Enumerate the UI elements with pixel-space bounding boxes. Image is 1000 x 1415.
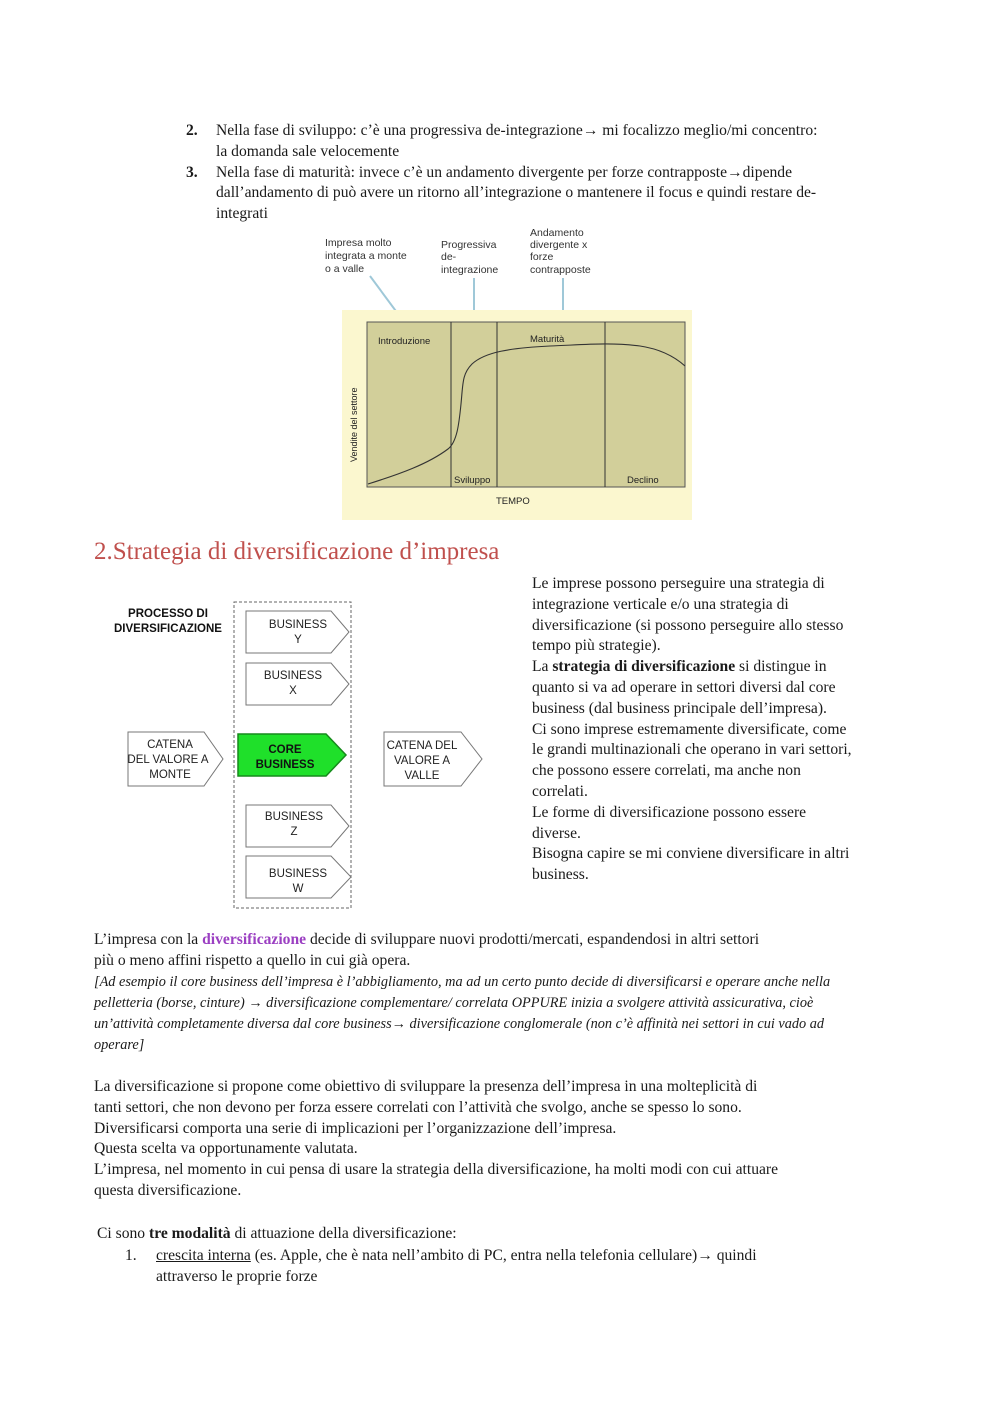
phase-label-introduzione: Introduzione: [378, 336, 431, 347]
text-run: di attuazione della diversificazione:: [230, 1225, 457, 1242]
phase-label-declino: Declino: [627, 475, 659, 486]
diagram-title: PROCESSO DI: [128, 608, 208, 620]
lifecycle-phase-list: [186, 121, 906, 225]
text-run: (es. Apple, che è nata nell’ambito di PC, entra nella telefonia cellulare)→ quindi: [250, 1247, 757, 1264]
paragraph-line: [Ad esempio il core business dell’impresa è l’abbigliamento, ma ad un certo punto decide di diversificarsi e operare anche nella: [94, 974, 831, 990]
bold-term: strategia di diversificazione: [552, 658, 736, 676]
annotation-line: contrapposte: [530, 264, 591, 276]
box-label: X: [289, 685, 297, 697]
text-run: si distingue in: [735, 658, 827, 676]
annotation-line: o a valle: [325, 263, 365, 275]
paragraph-line: diversificazione (si possono perseguire allo stesso: [532, 616, 844, 634]
phase-label-maturita: Maturità: [530, 334, 565, 345]
paragraph-line: un’attività completamente diversa dal core business→ diversificazione conglomerale (non c’è affinità nei settori in cui vado ad: [94, 1016, 825, 1032]
diversification-process-diagram: [96, 596, 492, 916]
paragraph-line: [94, 930, 914, 951]
business-y-box: [246, 611, 349, 653]
right-column-text: [532, 574, 912, 886]
list-number: 1.: [125, 1247, 137, 1264]
paragraph-line: che possono essere correlati, ma anche non: [532, 762, 801, 780]
text-run: La: [532, 658, 553, 676]
paragraph-line: correlati.: [532, 782, 588, 800]
box-label: BUSINESS: [268, 619, 328, 631]
paragraph-line: pelletteria (borse, cinture) → diversificazione complementare/ correlata OPPURE inizia a svolgere attività assicurativa, cioè: [94, 995, 814, 1011]
list-item-2: [186, 121, 906, 163]
box-label: W: [292, 883, 304, 895]
annotation-deintegration: [441, 239, 498, 276]
box-label: BUSINESS: [255, 759, 315, 771]
business-z-box: [246, 805, 349, 847]
annotation-integrated: [325, 237, 407, 275]
underlined-term: crescita interna: [156, 1247, 251, 1264]
modalities-intro: [97, 1224, 917, 1245]
paragraph-line: business (dal business principale dell’impresa).: [532, 699, 827, 717]
industry-lifecycle-figure: [320, 224, 700, 524]
list-line: Nella fase di maturità: invece c’è un andamento divergente per forze contrapposte→dipende: [216, 163, 793, 181]
paragraph-line: [97, 1224, 917, 1245]
paragraph-line: operare]: [94, 1037, 145, 1053]
business-w-box: [246, 856, 351, 898]
paragraph-line: diverse.: [532, 824, 581, 842]
business-x-box: [246, 663, 349, 705]
example-note: [94, 972, 914, 1056]
annotation-line: Impresa molto: [325, 237, 392, 249]
list-number: 2.: [186, 122, 198, 139]
annotation-line: forze: [530, 251, 554, 263]
box-label: BUSINESS: [264, 811, 324, 823]
highlighted-term: diversificazione: [202, 931, 307, 948]
section-title: 2.Strategia di diversificazione d’impresa: [94, 538, 500, 565]
diversification-definition: [94, 930, 914, 972]
annotation-line: Andamento: [530, 227, 584, 239]
annotation-line: integrata a monte: [325, 250, 407, 262]
box-label: CATENA DEL: [386, 740, 458, 752]
paragraph-line: Diversificarsi comporta una serie di implicazioni per l’organizzazione dell’impresa.: [94, 1119, 617, 1137]
paragraph-line: questa diversificazione.: [94, 1181, 242, 1199]
text-run: Ci sono: [97, 1225, 149, 1242]
diagram-title: DIVERSIFICAZIONE: [114, 623, 222, 635]
box-label: BUSINESS: [263, 670, 323, 682]
list-item-3: [186, 163, 906, 225]
core-business-box: [238, 734, 346, 776]
modality-item-1: [125, 1246, 905, 1288]
upstream-value-chain-box: [127, 732, 223, 786]
list-line: integrati: [216, 205, 268, 223]
diversification-objectives: [94, 1077, 914, 1202]
box-label: CATENA: [147, 739, 193, 751]
paragraph-line: Ci sono imprese estremamente diversificate, come: [532, 720, 847, 738]
list-line: dall’andamento di può avere un ritorno all’integrazione o mantenere il focus e quindi restare de-: [216, 184, 817, 202]
downstream-value-chain-box: [384, 732, 482, 786]
annotation-line: integrazione: [441, 264, 499, 276]
bold-term: tre modalità: [149, 1225, 231, 1242]
x-axis-label: TEMPO: [496, 496, 530, 507]
list-number: 3.: [186, 163, 198, 181]
paragraph-line: Bisogna capire se mi conviene diversificare in altri: [532, 845, 850, 863]
paragraph-line: tempo più strategie).: [532, 637, 661, 655]
box-label: CORE: [268, 744, 302, 756]
paragraph-line: business.: [532, 866, 589, 884]
paragraph-line: tanti settori, che non devono per forza essere correlati con l’attività che svolgo, anche se spesso lo sono.: [94, 1098, 742, 1116]
list-line: Nella fase di sviluppo: c’è una progressiva de-integrazione→ mi focalizzo meglio/mi concentro:: [216, 122, 818, 139]
text-run: decide di sviluppare nuovi prodotti/mercati, espandendosi in altri settori: [306, 931, 760, 948]
paragraph-line: più o meno affini rispetto a quello in cui già opera.: [94, 951, 411, 969]
list-line: la domanda sale velocemente: [216, 142, 400, 160]
y-axis-label: Vendite del settore: [349, 387, 359, 462]
box-label: BUSINESS: [268, 868, 328, 880]
paragraph-line: le grandi multinazionali che operano in vari settori,: [532, 741, 852, 759]
annotation-line: de-: [441, 251, 457, 263]
paragraph-line: Le imprese possono perseguire una strategia di: [532, 575, 825, 592]
text-run: L’impresa con la: [94, 931, 203, 948]
box-label: VALLE: [404, 770, 440, 782]
annotation-line: Progressiva: [441, 239, 497, 251]
paragraph-line: Questa scelta va opportunamente valutata.: [94, 1140, 358, 1158]
phase-label-sviluppo: Sviluppo: [454, 475, 491, 486]
annotation-divergent: [530, 227, 591, 276]
box-label: VALORE A: [393, 755, 451, 767]
paragraph-line: attraverso le proprie forze: [156, 1267, 318, 1285]
paragraph-line: [532, 657, 912, 678]
box-label: DEL VALORE A: [127, 754, 209, 766]
paragraph-line: quanto si va ad operare in settori diversi dal core: [532, 678, 836, 696]
paragraph-line: La diversificazione si propone come obiettivo di sviluppare la presenza dell’impresa in una molteplicità di: [94, 1078, 758, 1095]
paragraph-line: [156, 1246, 905, 1267]
box-label: Z: [290, 826, 298, 838]
paragraph-line: integrazione verticale e/o una strategia di: [532, 595, 789, 613]
annotation-line: divergente x: [530, 239, 588, 251]
box-label: Y: [294, 634, 302, 646]
paragraph-line: L’impresa, nel momento in cui pensa di usare la strategia della diversificazione, ha molti modi con cui attuare: [94, 1161, 779, 1179]
box-label: MONTE: [149, 769, 191, 781]
paragraph-line: Le forme di diversificazione possono essere: [532, 803, 807, 821]
